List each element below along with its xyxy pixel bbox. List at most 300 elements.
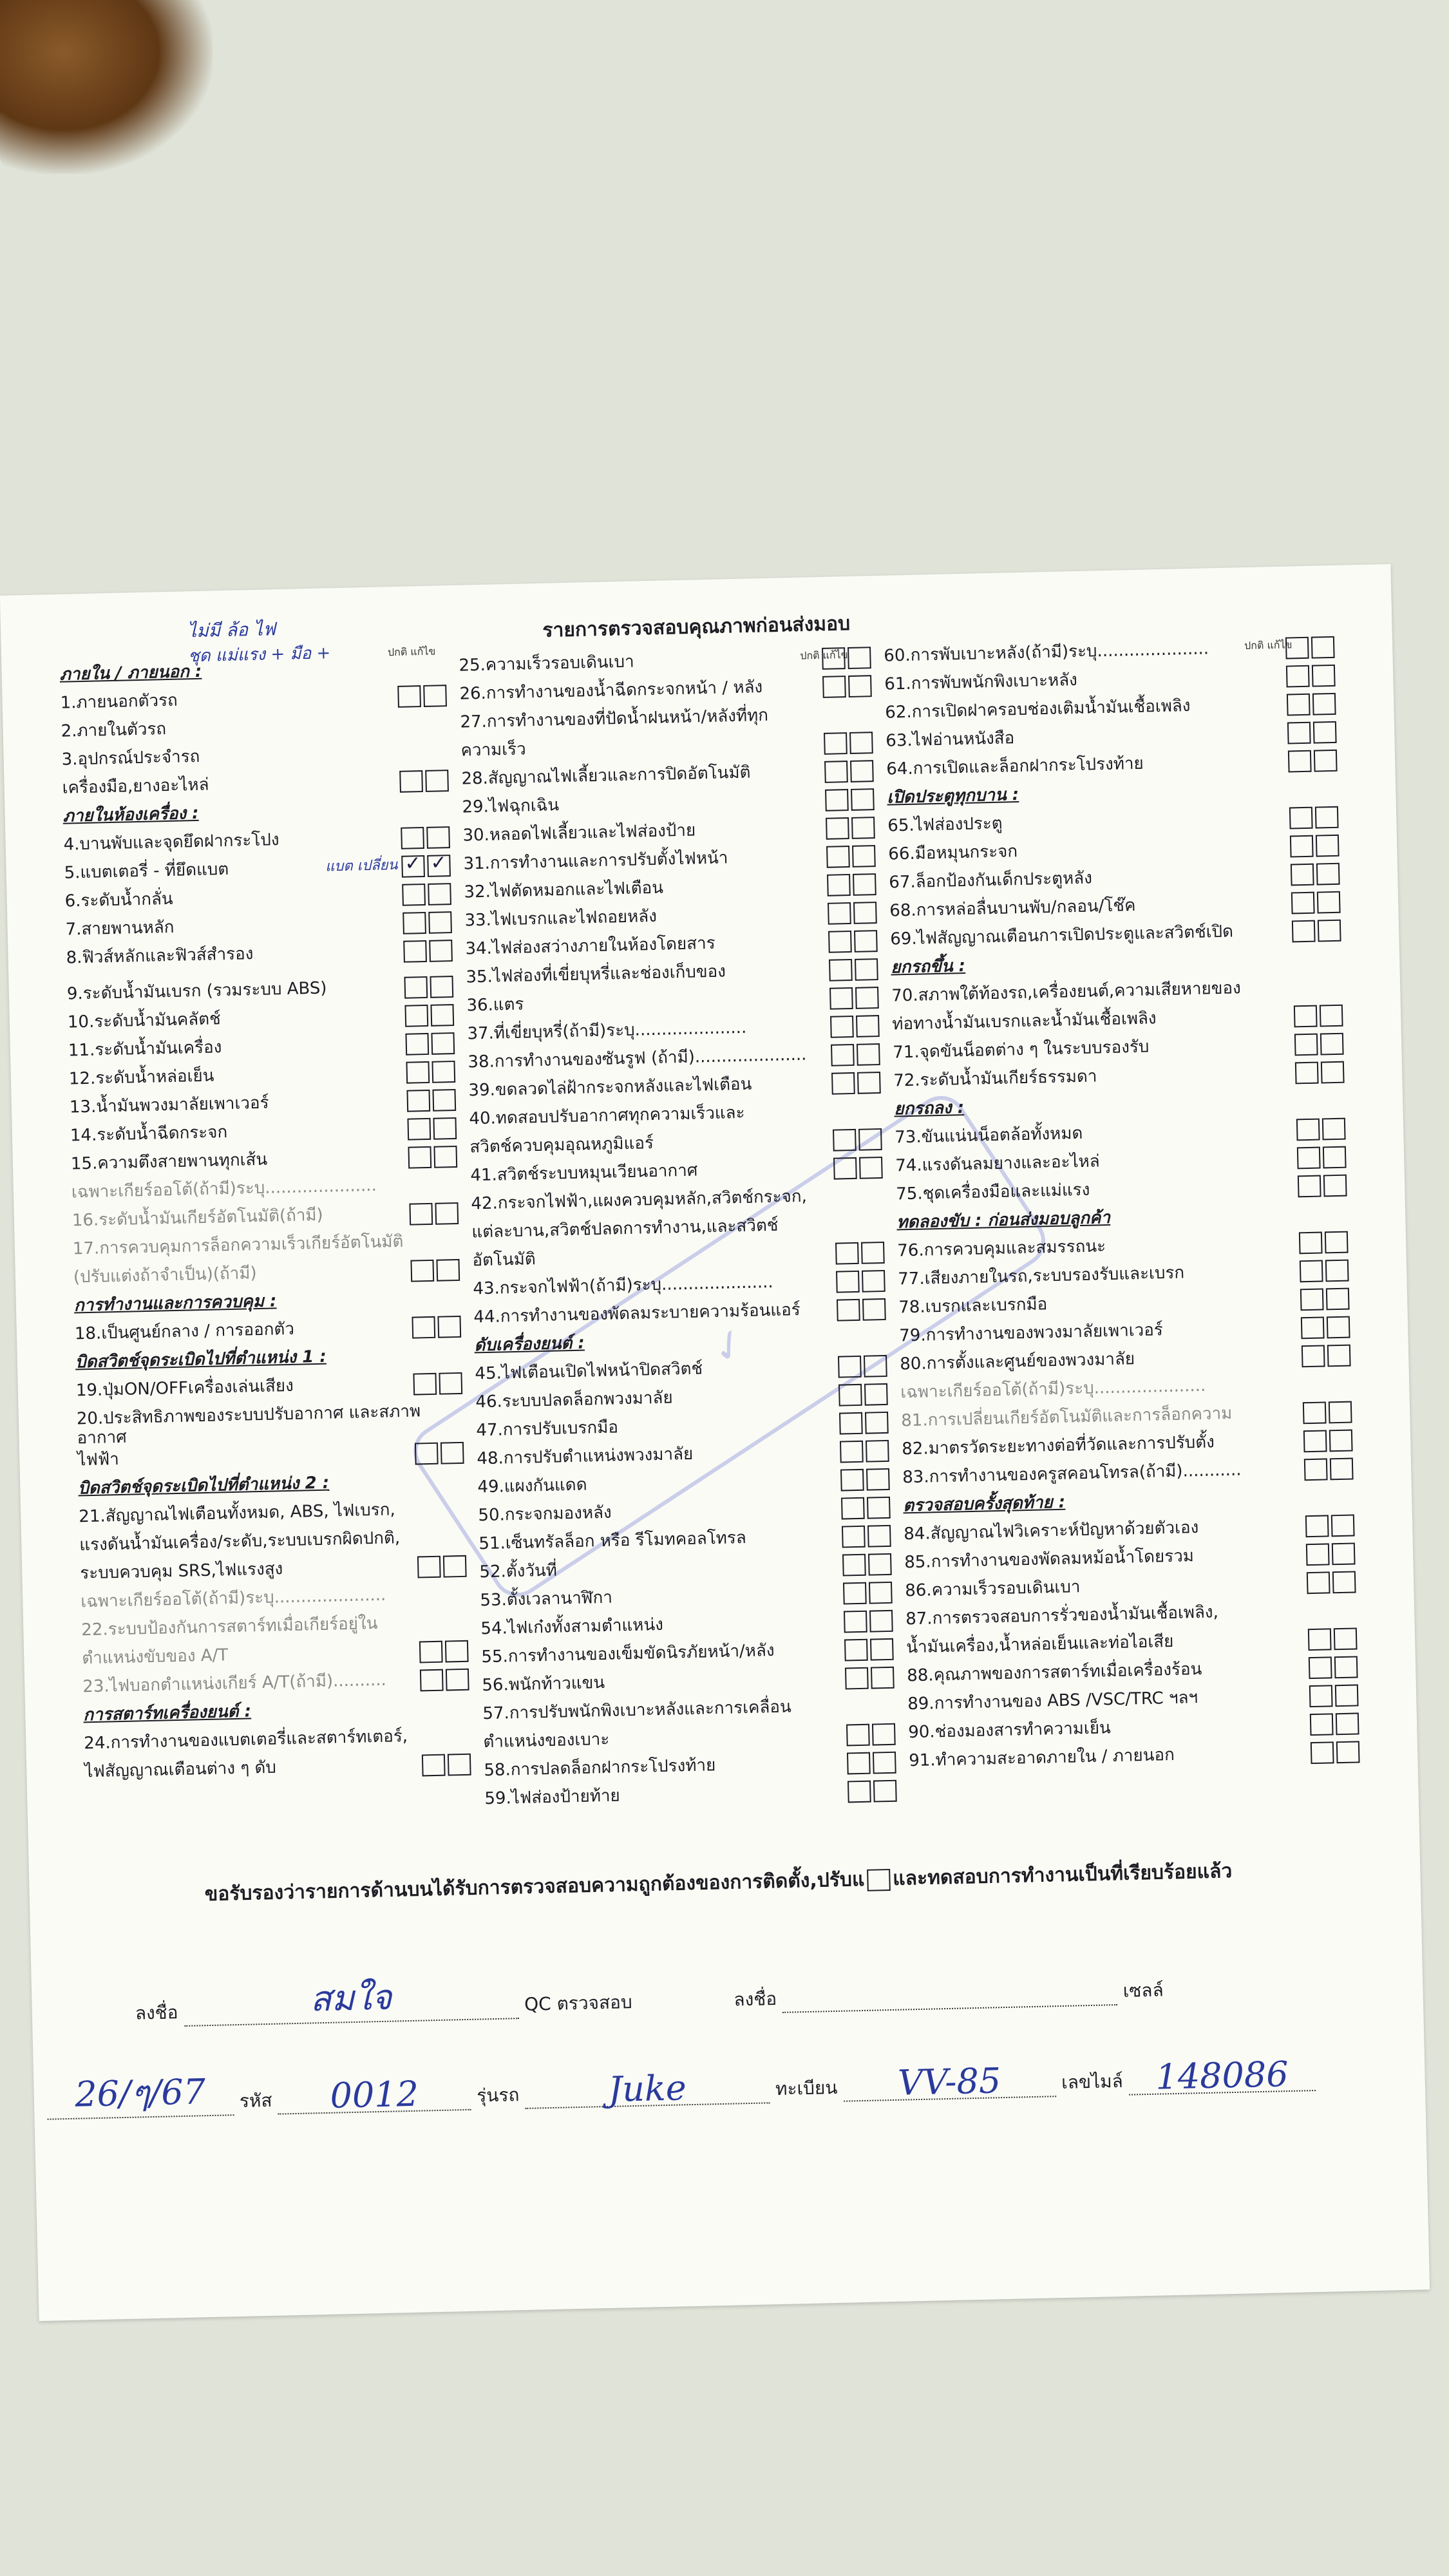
normal-checkbox[interactable] [1291, 864, 1314, 886]
fix-checkbox[interactable] [440, 1442, 464, 1464]
item-label: 12.ระดับน้ำหล่อเย็น [68, 1066, 214, 1089]
normal-checkbox[interactable] [1303, 1401, 1327, 1424]
checkbox-pair [830, 1015, 880, 1038]
checkbox-pair [824, 732, 873, 755]
fix-checkbox[interactable] [431, 1032, 455, 1055]
fix-checkbox[interactable] [1335, 1684, 1359, 1707]
item-label: 57.การปรับพนักพิงเบาะหลังและการเคลื่อน [482, 1697, 792, 1724]
fix-checkbox[interactable] [446, 1669, 469, 1691]
fix-checkbox[interactable] [852, 845, 876, 867]
fix-checkbox[interactable] [862, 1298, 886, 1321]
normal-checkbox[interactable] [1300, 1260, 1323, 1283]
fix-checkbox[interactable] [853, 873, 876, 896]
fix-checkbox[interactable] [1320, 1005, 1343, 1027]
item-label: 44.การทำงานของพัดลมระบายความร้อนแอร์ [473, 1300, 801, 1327]
normal-checkbox[interactable] [1295, 1062, 1319, 1084]
item-label: 87.การตรวจสอบการรั่วของน้ำมันเชื้อเพลิง, [905, 1602, 1219, 1629]
checkbox-pair [847, 1752, 896, 1775]
fix-checkbox[interactable] [1329, 1430, 1353, 1452]
item-label: 4.บานพับและจุดยึดฝากระโปง [63, 830, 279, 855]
vehicle-info-row [46, 2034, 1316, 2120]
normal-checkbox[interactable] [1290, 835, 1314, 858]
item-label: 53.ตั้งเวลานาฬิกา [480, 1587, 613, 1611]
item-label: เฉพาะเกียร์ออโต้(ถ้ามี)ระบุ..................... [71, 1175, 377, 1202]
item-label: 88.คุณภาพของการสตาร์ทเมื่อเครื่องร้อน [906, 1659, 1202, 1686]
checkbox-pair [406, 1061, 455, 1084]
item-label: 60.การพับเบาะหลัง(ถ้ามี)ระบุ..................... [884, 639, 1209, 666]
normal-checkbox[interactable] [842, 1526, 866, 1548]
normal-checkbox[interactable] [413, 1373, 437, 1396]
item-label: ทดลองขับ : ก่อนส่งมอบลูกค้า [896, 1208, 1111, 1233]
fix-checkbox[interactable] [1332, 1542, 1356, 1565]
fix-checkbox[interactable] [871, 1667, 895, 1689]
fix-checkbox[interactable] [432, 1089, 456, 1112]
normal-checkbox[interactable] [833, 1157, 857, 1180]
normal-checkbox[interactable] [1303, 1430, 1327, 1452]
normal-checkbox[interactable] [845, 1667, 869, 1690]
item-label: 90.ช่องมองสารทำความเย็น [907, 1718, 1112, 1743]
fix-checkbox[interactable] [1318, 920, 1341, 942]
item-label: 69.ไฟสัญญาณเตือนการเปิดประตูและสวิตช์เปิด [890, 922, 1234, 949]
checkbox-pair [1309, 1656, 1358, 1679]
fix-checkbox[interactable] [1313, 721, 1337, 744]
item-label: 37.ที่เขี่ยบุหรี่(ถ้ามี)ระบุ..................... [467, 1018, 747, 1044]
item-label: 49.แผงกันแดด [477, 1475, 587, 1497]
code-field[interactable] [277, 2069, 471, 2115]
fix-checkbox[interactable] [859, 1157, 883, 1179]
checkbox-pair [1287, 721, 1337, 744]
normal-checkbox[interactable] [828, 902, 851, 925]
normal-checkbox[interactable] [422, 1754, 446, 1777]
normal-checkbox[interactable] [1300, 1289, 1324, 1311]
fix-checkbox[interactable] [870, 1638, 894, 1661]
normal-checkbox[interactable] [1292, 920, 1316, 943]
item-label: 31.การทำงานและการปรับตั้งไฟหน้า [463, 848, 728, 874]
item-label: 91.ทำความสะอาดภายใน / ภายนอก [908, 1745, 1175, 1771]
checkbox-pair [836, 1270, 886, 1293]
item-label: ดับเครื่องยนต์ : [474, 1333, 585, 1356]
normal-checkbox[interactable] [1287, 722, 1311, 744]
normal-checkbox[interactable] [1287, 694, 1311, 716]
normal-checkbox[interactable] [838, 1384, 862, 1406]
fix-checkbox[interactable] [1327, 1345, 1351, 1367]
normal-checkbox[interactable] [836, 1271, 860, 1293]
checkbox-pair [846, 1723, 896, 1747]
normal-checkbox[interactable] [1285, 637, 1309, 659]
normal-checkbox[interactable] [1296, 1119, 1320, 1141]
fix-checkbox[interactable] [439, 1372, 462, 1395]
normal-checkbox[interactable] [826, 817, 849, 840]
item-label: 33.ไฟเบรกและไฟถอยหลัง [464, 906, 658, 931]
fix-checkbox[interactable] [437, 1316, 461, 1338]
fix-checkbox[interactable] [1317, 891, 1341, 914]
normal-checkbox[interactable] [399, 770, 423, 793]
fix-checkbox[interactable] [861, 1242, 885, 1264]
item-label: ตำแหน่งของเบาะ [483, 1729, 610, 1752]
normal-checkbox[interactable] [402, 912, 426, 934]
item-label: การสตาร์ทเครื่องยนต์ : [83, 1701, 252, 1725]
item-label: 63.ไฟอ่านหนังสือ [886, 728, 1015, 751]
normal-checkbox[interactable] [402, 884, 426, 906]
normal-checkbox[interactable] [420, 1669, 444, 1692]
normal-checkbox[interactable] [831, 1044, 855, 1066]
fix-checkbox[interactable] [855, 958, 878, 981]
item-label: 64.การเปิดและล็อกฝากระโปรงท้าย [886, 753, 1144, 779]
sign-label-2: ลงชื่อ [734, 1988, 777, 2011]
normal-checkbox[interactable] [1301, 1316, 1325, 1339]
item-label: 8.ฟิวส์หลักและฟิวส์สำรอง [66, 944, 254, 968]
item-label: เครื่องมือ,ยางอะไหล่ [62, 775, 209, 798]
normal-checkbox[interactable] [841, 1497, 865, 1520]
sign-label-1: ลงชื่อ [135, 2002, 178, 2024]
checkbox-pair [403, 940, 453, 963]
leaf-corner-decoration [0, 0, 213, 174]
checkbox-pair [399, 770, 449, 793]
certification-box[interactable] [867, 1869, 891, 1891]
fix-checkbox[interactable] [1330, 1458, 1354, 1481]
fix-checkbox[interactable] [848, 647, 871, 669]
handwritten-note-2: ชุด แม่แรง + มือ + [187, 643, 331, 667]
normal-checkbox[interactable] [410, 1260, 434, 1282]
normal-checkbox[interactable] [401, 855, 425, 878]
fix-checkbox[interactable] [1321, 1061, 1345, 1084]
checkbox-pair [841, 1497, 891, 1520]
item-label: 7.สายพานหลัก [65, 917, 175, 940]
normal-checkbox[interactable] [1289, 807, 1313, 829]
normal-checkbox[interactable] [1288, 750, 1312, 773]
checkbox-pair [413, 1372, 462, 1396]
item-label: 76.การควบคุมและสมรรถนะ [896, 1236, 1106, 1261]
date-value: 26/ๆ/67 [74, 2071, 206, 2115]
fix-checkbox[interactable] [1336, 1741, 1360, 1763]
checkbox-pair [406, 1089, 456, 1112]
normal-checkbox[interactable] [827, 874, 851, 896]
normal-checkbox[interactable] [409, 1203, 433, 1226]
normal-checkbox[interactable] [1286, 665, 1310, 688]
normal-checkbox[interactable] [1297, 1147, 1321, 1170]
sign-field-1[interactable] [183, 1962, 519, 2027]
checkbox-pair [843, 1582, 893, 1605]
item-label: 46.ระบบปลดล็อกพวงมาลัย [475, 1388, 673, 1412]
item-label: 51.เซ็นทรัลล็อก หรือ รีโมทคอลโทรล [478, 1528, 747, 1554]
checkbox-pair [1300, 1288, 1350, 1311]
normal-checkbox[interactable] [419, 1641, 443, 1663]
date-field[interactable] [46, 2059, 234, 2120]
fix-checkbox[interactable] [1326, 1288, 1350, 1311]
fix-checkbox[interactable] [857, 1072, 881, 1094]
fix-checkbox[interactable] [1315, 806, 1339, 829]
item-label: 82.มาตรวัดระยะทางต่อที่วัดและการปรับตั้ง [901, 1432, 1215, 1459]
normal-checkbox[interactable] [404, 976, 428, 999]
checkbox-pair [822, 647, 871, 670]
normal-checkbox[interactable] [830, 1016, 854, 1038]
checkbox-pair [837, 1298, 886, 1321]
fix-checkbox[interactable] [1325, 1231, 1349, 1254]
item-label: ภายใน / ภายนอก : [59, 661, 202, 685]
fix-checkbox[interactable] [1325, 1260, 1349, 1282]
fix-checkbox[interactable] [1320, 1033, 1344, 1056]
fix-checkbox[interactable] [862, 1270, 886, 1293]
fix-checkbox[interactable] [869, 1582, 893, 1604]
fix-checkbox[interactable] [1336, 1712, 1359, 1735]
fix-checkbox[interactable] [1327, 1316, 1350, 1339]
normal-checkbox[interactable] [1305, 1515, 1329, 1537]
fix-checkbox[interactable] [865, 1412, 889, 1434]
normal-checkbox[interactable] [825, 789, 849, 811]
fix-checkbox[interactable] [858, 1128, 882, 1151]
fix-checkbox[interactable] [867, 1525, 891, 1548]
normal-checkbox[interactable] [401, 827, 424, 849]
normal-checkbox[interactable] [406, 1090, 430, 1112]
fix-checkbox[interactable] [425, 770, 449, 792]
normal-checkbox[interactable] [405, 1033, 429, 1056]
fix-checkbox[interactable] [1316, 863, 1340, 886]
normal-checkbox[interactable] [417, 1556, 441, 1578]
normal-checkbox[interactable] [822, 647, 846, 670]
fix-checkbox[interactable] [433, 1146, 457, 1168]
normal-checkbox[interactable] [1307, 1571, 1331, 1594]
fix-checkbox[interactable] [1311, 636, 1335, 659]
normal-checkbox[interactable] [833, 1129, 857, 1151]
fix-checkbox[interactable] [850, 760, 874, 782]
item-label: บิดสวิตช์จุดระเบิดไปที่ตำแหน่ง 2 : [78, 1473, 330, 1499]
mileage-field[interactable] [1128, 2049, 1316, 2096]
fix-checkbox[interactable] [848, 675, 872, 697]
checkbox-pair [840, 1440, 889, 1463]
fix-checkbox[interactable] [1329, 1401, 1352, 1424]
normal-checkbox[interactable] [826, 846, 850, 868]
normal-checkbox[interactable] [1294, 1034, 1318, 1056]
normal-checkbox[interactable] [412, 1316, 435, 1339]
fix-checkbox[interactable] [867, 1497, 891, 1519]
item-label: อัตโนมัติ [472, 1249, 536, 1271]
normal-checkbox[interactable] [844, 1611, 867, 1633]
item-label: การทำงานและการควบคุม : [73, 1291, 277, 1316]
normal-checkbox[interactable] [829, 987, 853, 1010]
normal-checkbox[interactable] [831, 1072, 855, 1095]
normal-checkbox[interactable] [824, 761, 848, 783]
approval-stamp: ✓ [404, 1086, 1056, 1606]
normal-checkbox[interactable] [828, 931, 852, 953]
normal-checkbox[interactable] [1310, 1713, 1334, 1736]
fix-checkbox[interactable] [443, 1555, 467, 1578]
item-label: 75.ชุดเครื่องมือและแม่แรง [895, 1180, 1090, 1204]
checkbox-pair [844, 1638, 894, 1662]
normal-checkbox[interactable] [415, 1443, 439, 1465]
fix-checkbox[interactable] [866, 1468, 890, 1491]
fix-checkbox[interactable] [851, 788, 875, 811]
fix-checkbox[interactable] [854, 930, 878, 952]
item-label: แต่ละบาน,สวิตช์ปลดการทำงาน,และสวิตช์ [471, 1215, 779, 1242]
fix-checkbox[interactable] [1334, 1656, 1358, 1678]
page-title: รายการตรวจสอบคุณภาพก่อนส่งมอบ [542, 612, 851, 642]
normal-checkbox[interactable] [840, 1441, 864, 1463]
fix-checkbox[interactable] [1323, 1175, 1347, 1197]
certification-text-after: และทดสอบการทำงานเป็นที่เรียบร้อยแล้ว [892, 1859, 1233, 1890]
fix-checkbox[interactable] [1322, 1118, 1346, 1141]
qc-label: QC ตรวจสอบ [524, 1991, 633, 2015]
fix-checkbox[interactable] [429, 940, 453, 962]
normal-checkbox[interactable] [1309, 1656, 1332, 1679]
fix-checkbox[interactable] [873, 1780, 897, 1803]
checkbox-pair [835, 1242, 885, 1265]
checkbox-pair [1295, 1061, 1345, 1084]
normal-checkbox[interactable] [1299, 1232, 1323, 1255]
normal-checkbox[interactable] [840, 1469, 864, 1492]
fix-checkbox[interactable] [1332, 1571, 1356, 1593]
fix-checkbox[interactable] [855, 987, 879, 1009]
item-label: 29.ไฟฉุกเฉิน [462, 795, 560, 817]
fix-checkbox[interactable] [428, 883, 451, 905]
sign-field-2[interactable] [782, 2004, 1117, 2013]
normal-checkbox[interactable] [846, 1724, 870, 1747]
normal-checkbox[interactable] [1302, 1345, 1325, 1367]
fix-checkbox[interactable] [436, 1259, 460, 1282]
plate-value: VV-85 [897, 2060, 1001, 2103]
item-label: 55.การทำงานของเข็มขัดนิรภัยหน้า/หลัง [481, 1640, 775, 1667]
normal-checkbox[interactable] [403, 940, 427, 963]
fix-checkbox[interactable] [873, 1752, 896, 1774]
normal-checkbox[interactable] [842, 1554, 866, 1577]
fix-checkbox[interactable] [435, 1202, 459, 1225]
item-label: 21.สัญญาณไฟเตือนทั้งหมด, ABS, ไฟเบรก, [79, 1500, 396, 1527]
checkbox-pair [825, 788, 875, 811]
checkbox-pair [1305, 1515, 1355, 1538]
item-label: 70.สภาพใต้ท้องรถ,เครื่องยนต์,ความเสียหายของ [891, 978, 1242, 1006]
checkbox-pair [404, 976, 453, 999]
item-label: 20.ประสิทธิภาพของระบบปรับอากาศ และสภาพอากาศ [76, 1401, 421, 1448]
checkbox-pair [412, 1316, 461, 1339]
fix-checkbox[interactable] [1316, 835, 1340, 857]
item-label: 62.การเปิดฝาครอบช่องเติมน้ำมันเชื้อเพลิง [885, 696, 1191, 723]
fix-checkbox[interactable] [866, 1440, 889, 1463]
model-field[interactable] [524, 2061, 770, 2109]
fix-checkbox[interactable] [869, 1610, 893, 1633]
fix-checkbox[interactable] [1312, 693, 1336, 715]
item-label: บิดสวิตช์จุดระเบิดไปที่ตำแหน่ง 1 : [75, 1347, 327, 1372]
normal-checkbox[interactable] [844, 1639, 868, 1662]
normal-checkbox[interactable] [1298, 1175, 1321, 1198]
normal-checkbox[interactable] [1291, 892, 1315, 914]
normal-checkbox[interactable] [1304, 1458, 1328, 1481]
item-label: 14.ระดับน้ำฉีดกระจก [70, 1122, 228, 1146]
normal-checkbox[interactable] [1311, 1741, 1334, 1764]
fix-checkbox[interactable] [872, 1723, 896, 1746]
fix-checkbox[interactable] [1334, 1627, 1358, 1650]
normal-checkbox[interactable] [838, 1356, 862, 1378]
fix-checkbox[interactable] [430, 976, 453, 998]
checkbox-pair [1303, 1401, 1352, 1425]
normal-checkbox[interactable] [1294, 1005, 1318, 1028]
checkbox-pair [842, 1525, 891, 1548]
normal-checkbox[interactable] [829, 959, 853, 981]
checkbox-pair [409, 1202, 459, 1226]
normal-checkbox[interactable] [407, 1118, 431, 1141]
item-label: 30.หลอดไฟเลี้ยวและไฟส่องป้าย [462, 820, 696, 846]
item-label: น้ำมันเครื่อง,น้ำหล่อเย็นและท่อไอเสีย [905, 1631, 1174, 1658]
item-label: ตรวจสอบครั้งสุดท้าย : [902, 1492, 1066, 1516]
item-label: แรงดันน้ำมันเครื่อง/ระดับ,ระบบเบรกผิดปกติ, [79, 1528, 401, 1555]
fix-checkbox[interactable] [1312, 665, 1336, 687]
normal-checkbox[interactable] [824, 732, 848, 755]
checklist-column-1 [59, 656, 471, 1790]
normal-checkbox[interactable] [837, 1299, 860, 1321]
model-label: รุ่นรถ [476, 2084, 520, 2107]
normal-checkbox[interactable] [839, 1412, 863, 1435]
item-label: 50.กระจกมองหลัง [478, 1502, 612, 1526]
fix-checkbox[interactable] [853, 902, 877, 924]
item-label: 54.ไฟเก๋งทั้งสามตำแหน่ง [480, 1615, 664, 1639]
normal-checkbox[interactable] [822, 676, 846, 698]
item-label: 6.ระดับน้ำกลั่น [64, 889, 173, 911]
normal-checkbox[interactable] [406, 1061, 430, 1084]
item-label: 9.ระดับน้ำมันเบรก (รวมระบบ ABS) [66, 978, 327, 1004]
fix-checkbox[interactable] [427, 855, 451, 877]
fix-checkbox[interactable] [864, 1383, 888, 1406]
fix-checkbox[interactable] [423, 685, 447, 707]
normal-checkbox[interactable] [397, 685, 421, 708]
checkbox-pair [405, 1032, 455, 1056]
fix-checkbox[interactable] [1331, 1515, 1355, 1537]
item-label: ภายในห้องเครื่อง : [62, 803, 199, 826]
fix-checkbox[interactable] [448, 1754, 471, 1776]
fix-checkbox[interactable] [849, 732, 873, 754]
fix-checkbox[interactable] [426, 826, 450, 849]
certification-text-before: ขอรับรองว่ารายการด้านบนได้รับการตรวจสอบความถูกต้องของการติดตั้ง,ปรับแ [204, 1868, 865, 1906]
checkbox-pair [822, 675, 872, 698]
fix-checkbox[interactable] [868, 1553, 892, 1576]
item-label: สวิตช์ควบคุมอุณหภูมิแอร์ [469, 1133, 654, 1157]
fix-checkbox[interactable] [431, 1061, 455, 1083]
fix-checkbox[interactable] [433, 1117, 457, 1140]
checkbox-pair [408, 1146, 457, 1169]
fix-checkbox[interactable] [856, 1015, 880, 1037]
code-value: 0012 [329, 2073, 419, 2116]
fix-checkbox[interactable] [430, 1004, 454, 1027]
normal-checkbox[interactable] [848, 1781, 871, 1803]
fix-checkbox[interactable] [851, 817, 875, 839]
item-label: 48.การปรับตำแหน่งพวงมาลัย [477, 1444, 694, 1469]
item-label: เปิดประตูทุกบาน : [887, 785, 1019, 808]
handwritten-note-1: ไม่มี ล้อ ไฟ [187, 618, 276, 642]
item-label: 42.กระจกไฟฟ้า,แผงควบคุมหลัก,สวิตช์กระจก, [471, 1186, 808, 1214]
item-label: 68.การหล่อลื่นบานพับ/กลอน/โช๊ค [889, 895, 1136, 921]
normal-checkbox[interactable] [408, 1146, 431, 1169]
plate-field[interactable] [842, 2055, 1056, 2101]
normal-checkbox[interactable] [843, 1582, 867, 1605]
model-value: Juke [607, 2067, 687, 2110]
checkbox-pair [848, 1780, 897, 1803]
normal-checkbox[interactable] [835, 1242, 859, 1265]
normal-checkbox[interactable] [1309, 1685, 1333, 1707]
fix-checkbox[interactable] [857, 1043, 880, 1066]
fix-checkbox[interactable] [1323, 1146, 1347, 1169]
fix-checkbox[interactable] [1314, 750, 1338, 772]
fix-checkbox[interactable] [428, 911, 452, 934]
fix-checkbox[interactable] [445, 1640, 469, 1663]
checkbox-pair [1306, 1542, 1356, 1566]
checkbox-pair [422, 1754, 471, 1777]
normal-checkbox[interactable] [847, 1752, 871, 1775]
fix-checkbox[interactable] [864, 1355, 887, 1378]
normal-checkbox[interactable] [404, 1005, 428, 1027]
item-label: 85.การทำงานของพัดลมหม้อน้ำโดยรวม [904, 1546, 1195, 1573]
normal-checkbox[interactable] [1306, 1543, 1330, 1566]
item-label: ท่อทางน้ำมันเบรกและน้ำมันเชื้อเพลิง [891, 1009, 1157, 1034]
item-label: ไฟฟ้า [77, 1449, 120, 1470]
normal-checkbox[interactable] [1308, 1628, 1332, 1651]
checkbox-pair [401, 855, 451, 878]
